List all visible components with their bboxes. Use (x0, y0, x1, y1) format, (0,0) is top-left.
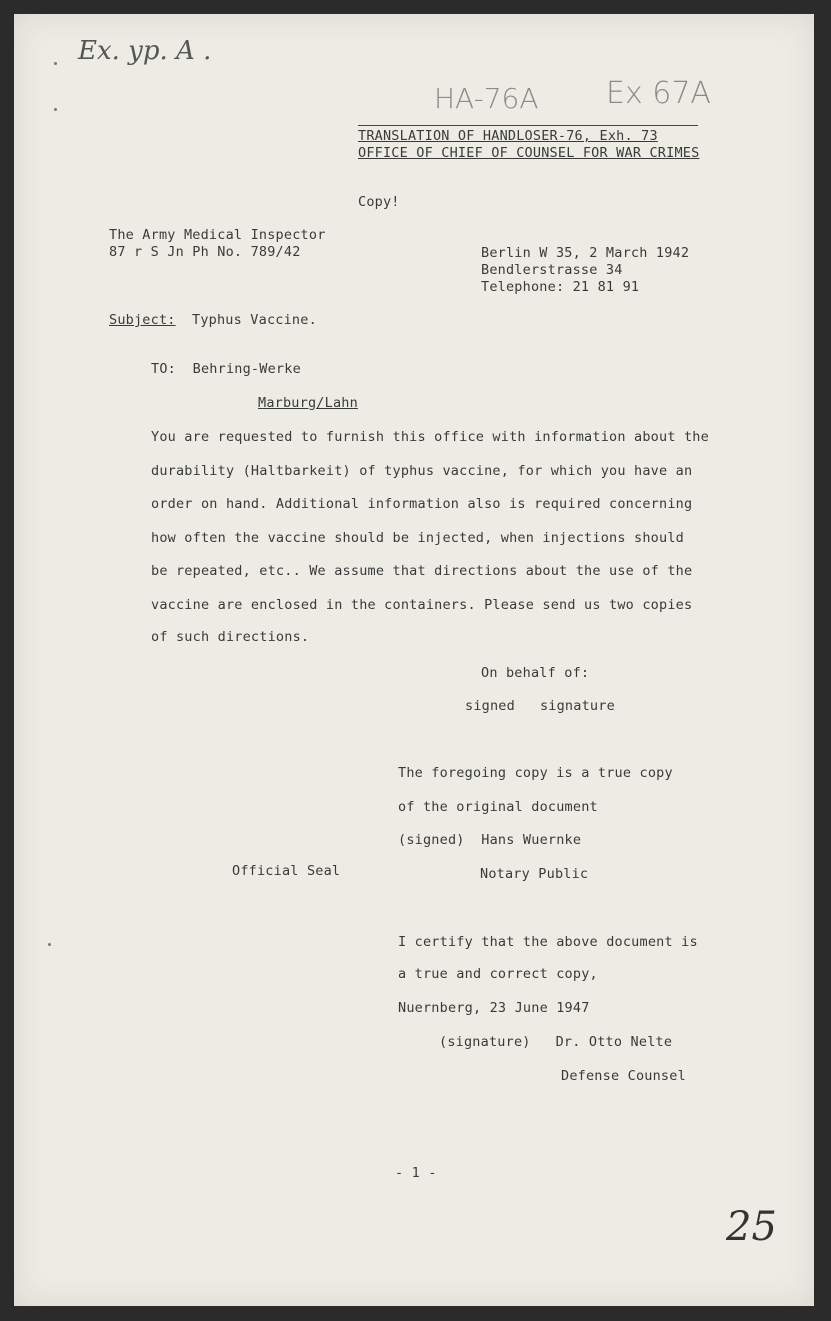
paper-speck (54, 62, 57, 65)
page-number: - 1 - (395, 1165, 437, 1181)
notary-line-4: Notary Public (480, 866, 589, 882)
address-line-2: Bendlerstrasse 34 (481, 262, 623, 278)
body-line: be repeated, etc.. We assume that directions about the use of the (151, 563, 693, 579)
subject-label: Subject: (109, 312, 176, 328)
paper-speck (48, 943, 51, 946)
recipient-city: Marburg/Lahn (258, 395, 358, 411)
body-line: order on hand. Additional information also is required concerning (151, 496, 693, 512)
subject-value: Typhus Vaccine. (192, 312, 317, 328)
certify-line-1: I certify that the above document is (398, 934, 698, 950)
handwritten-note-top-center: HA-76A (434, 82, 539, 115)
certify-line-4: (signature) Dr. Otto Nelte (439, 1034, 673, 1050)
copy-label: Copy! (358, 194, 400, 210)
closing-signed: signed signature (465, 698, 615, 714)
closing-behalf: On behalf of: (481, 665, 590, 681)
sender-line-2: 87 r S Jn Ph No. 789/42 (109, 244, 301, 260)
header-line-2: OFFICE OF CHIEF OF COUNSEL FOR WAR CRIMES (358, 145, 700, 161)
sender-line-1: The Army Medical Inspector (109, 227, 326, 243)
notary-line-2: of the original document (398, 799, 598, 815)
official-seal: Official Seal (232, 863, 341, 879)
body-line: vaccine are enclosed in the containers. Please send us two copies (151, 597, 693, 613)
handwritten-note-top-left: Ex. yp. A . (78, 36, 212, 66)
paper-speck (54, 108, 57, 111)
notary-line-3: (signed) Hans Wuernke (398, 832, 582, 848)
body-line: of such directions. (151, 629, 310, 645)
header-line-1: TRANSLATION OF HANDLOSER-76, Exh. 73 (358, 128, 658, 144)
recipient-to: TO: Behring-Werke (151, 361, 301, 377)
address-line-1: Berlin W 35, 2 March 1942 (481, 245, 690, 261)
body-line: durability (Haltbarkeit) of typhus vaccine, for which you have an (151, 463, 693, 479)
handwritten-page-count: 25 (726, 1204, 777, 1250)
header-rule (358, 125, 698, 126)
body-line: how often the vaccine should be injected, when injections should (151, 530, 684, 546)
notary-line-1: The foregoing copy is a true copy (398, 765, 673, 781)
certify-line-5: Defense Counsel (561, 1068, 686, 1084)
certify-line-2: a true and correct copy, (398, 966, 598, 982)
certify-line-3: Nuernberg, 23 June 1947 (398, 1000, 590, 1016)
handwritten-note-top-right: Ex 67A (606, 76, 711, 111)
body-line: You are requested to furnish this office with information about the (151, 429, 709, 445)
document-page (14, 14, 814, 1306)
address-line-3: Telephone: 21 81 91 (481, 279, 640, 295)
